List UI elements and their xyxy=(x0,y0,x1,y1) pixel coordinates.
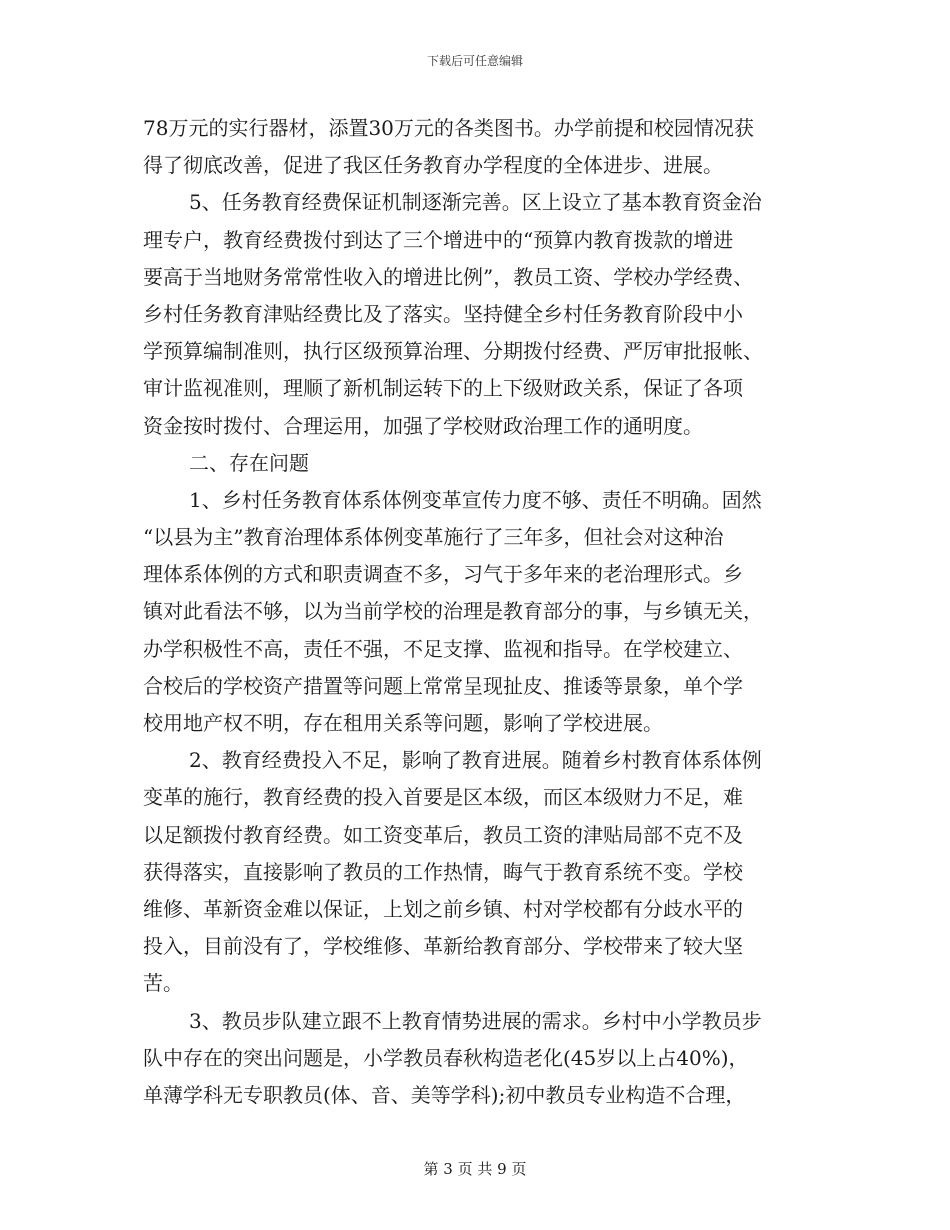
text-line: 审计监视准则，理顺了新机制运转下的上下级财政关系，保证了各项 xyxy=(143,376,743,401)
text-line: 以足额拨付教育经费。如工资变革后，教员工资的津贴局部不克不及 xyxy=(143,822,743,847)
text-line: 单薄学科无专职教员(体、音、美等学科);初中教员专业构造不合理， xyxy=(143,1082,746,1107)
text-line: 78万元的实行器材，添置30万元的各类图书。办学前提和校园情况获 xyxy=(143,116,754,140)
text-line: 要高于当地财务常常性收入的增进比例”，教员工资、学校办学经费、 xyxy=(143,264,754,289)
text-line: 变革的施行，教育经费的投入首要是区本级，而区本级财力不足，难 xyxy=(143,785,743,810)
page-footer: 第 3 页 共 9 页 xyxy=(423,1160,527,1178)
text-line: 3、教员步队建立跟不上教育情势进展的需求。乡村中小学教员步 xyxy=(189,1008,762,1033)
text-line: 5、任务教育经费保证机制逐渐完善。区上设立了基本教育资金治 xyxy=(189,190,762,215)
text-line: 得了彻底改善，促进了我区任务教育办学程度的全体进步、进展。 xyxy=(143,153,723,178)
text-line: 学预算编制准则，执行区级预算治理、分期拨付经费、严厉审批报帐、 xyxy=(143,339,763,364)
text-line: 获得落实，直接影响了教员的工作热情，晦气于教育系统不变。学校 xyxy=(143,859,743,884)
text-line: 2、教育经费投入不足，影响了教育进展。随着乡村教育体系体例 xyxy=(189,748,762,773)
text-line: 办学积极性不高，责任不强，不足支撑、监视和指导。在学校建立、 xyxy=(143,636,743,661)
text-line: 理专户，教育经费拨付到达了三个增进中的“预算内教育拨款的增进 xyxy=(143,227,734,252)
text-line: “以县为主”教育治理体系体例变革施行了三年多，但社会对这种治 xyxy=(143,525,724,550)
text-line: 队中存在的突出问题是，小学教员春秋构造老化(45岁以上占40%)， xyxy=(143,1045,749,1070)
text-line: 资金按时拨付、合理运用，加强了学校财政治理工作的通明度。 xyxy=(143,413,703,438)
text-line: 维修、革新资金难以保证，上划之前乡镇、村对学校都有分歧水平的 xyxy=(143,896,743,921)
text-line: 苦。 xyxy=(143,971,183,996)
text-line: 理体系体例的方式和职责调查不多，习气于多年来的老治理形式。乡 xyxy=(143,562,743,587)
text-line: 乡村任务教育津贴经费比及了落实。坚持健全乡村任务教育阶段中小 xyxy=(143,301,743,326)
text-line: 合校后的学校资产措置等问题上常常呈现扯皮、推诿等景象，单个学 xyxy=(143,673,743,698)
text-line: 二、存在问题 xyxy=(189,450,309,475)
page-header: 下载后可任意编辑 xyxy=(426,54,523,68)
text-line: 镇对此看法不够，以为当前学校的治理是教育部分的事，与乡镇无关， xyxy=(143,599,763,624)
text-line: 1、乡村任务教育体系体例变革宣传力度不够、责任不明确。固然 xyxy=(189,487,762,512)
document-body xyxy=(143,110,805,1114)
text-line: 校用地产权不明，存在租用关系等问题，影响了学校进展。 xyxy=(143,711,663,735)
text-line: 投入，目前没有了，学校维修、革新给教育部分、学校带来了较大坚 xyxy=(143,934,743,959)
